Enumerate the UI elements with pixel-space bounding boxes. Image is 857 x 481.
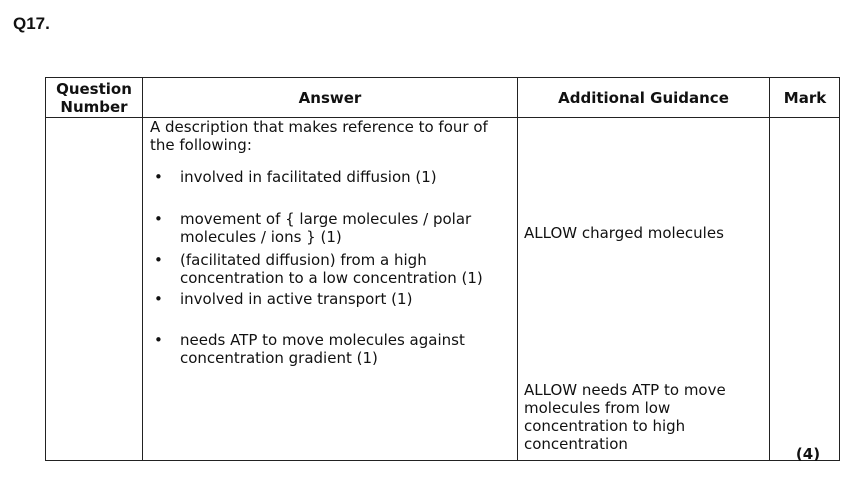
answer-point: • movement of { large molecules / polar molecules / ions } (1) <box>154 210 472 246</box>
answer-point: • needs ATP to move molecules against concentration gradient (1) <box>154 331 465 367</box>
column-divider <box>517 78 518 460</box>
column-divider <box>142 78 143 460</box>
mark-scheme-table <box>45 77 840 461</box>
bullet-icon: • <box>154 290 163 308</box>
header-question-number: Question Number <box>56 79 132 116</box>
header-mark: Mark <box>783 88 827 107</box>
bullet-icon: • <box>154 331 163 349</box>
answer-intro: A description that makes reference to four of the following: <box>150 118 488 154</box>
question-title: Q17. <box>13 14 50 33</box>
answer-points <box>150 168 516 367</box>
guidance-note: ALLOW needs ATP to move molecules from low concentration to high concentration <box>524 381 726 453</box>
header-additional-guidance: Additional Guidance <box>558 88 729 107</box>
column-divider <box>769 78 770 460</box>
answer-cell <box>150 118 516 367</box>
guidance-note: ALLOW charged molecules <box>524 224 724 242</box>
answer-point: • involved in active transport (1) <box>154 290 413 308</box>
answer-point: • (facilitated diffusion) from a high concentration to a low concentration (1) <box>154 251 483 287</box>
mark-value: (4) <box>795 445 821 463</box>
bullet-icon: • <box>154 251 163 269</box>
answer-point: • involved in facilitated diffusion (1) <box>154 168 437 186</box>
bullet-icon: • <box>154 168 163 186</box>
bullet-icon: • <box>154 210 163 228</box>
header-answer: Answer <box>298 88 362 107</box>
